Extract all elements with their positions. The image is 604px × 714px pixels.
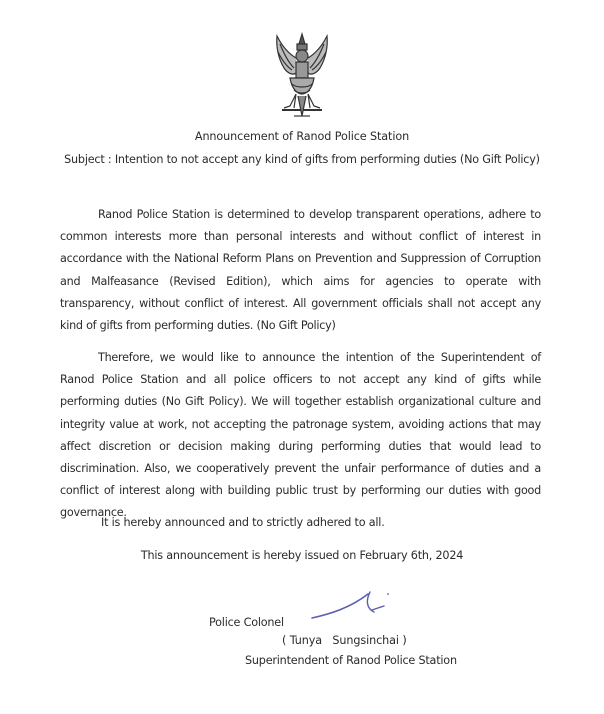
signature-icon — [300, 586, 400, 631]
announcement-subject: Subject : Intention to not accept any kind of gifts from performing duties (No Gift Policy) — [64, 153, 540, 166]
closing-statement: It is hereby announced and to strictly adhered to all. — [101, 516, 385, 529]
signatory-position: Superintendent of Ranod Police Station — [245, 654, 457, 667]
signatory-rank: Police Colonel — [209, 616, 284, 629]
announcement-title: Announcement of Ranod Police Station — [194, 130, 410, 143]
body-paragraph-1 — [60, 204, 541, 337]
signatory-name: ( Tunya Sungsinchai ) — [282, 634, 407, 647]
body-paragraph-2 — [60, 347, 541, 525]
body-paragraph-1-text: Ranod Police Station is determined to develop transparent operations, adhere to common interests more than personal interests and without conflict of interest in accordance with the National Reform Plans on Prevention and Suppression of Corruption and Malfeasance (Revised Edition), which aims for agencies to operate with transparency, without conflict of interest. All government officials shall not accept any kind of gifts from performing duties. (No Gift Policy) — [60, 208, 541, 333]
issue-date-statement: This announcement is hereby issued on February 6th, 2024 — [140, 549, 464, 562]
garuda-emblem-icon — [272, 32, 332, 124]
body-paragraph-2-text: Therefore, we would like to announce the intention of the Superintendent of Ranod Police Station and all police officers to not accept any kind of gifts while performing duties (No Gift Policy). We will together establish organizational culture and integrity value at work, not accepting the patronage system, avoiding actions that may affect discretion or decision making during performing duties that would lead to discrimination. Also, we cooperatively prevent the unfair performance of duties and a conflict of interest along with building public trust by performing our duties with good governance. — [60, 351, 541, 520]
